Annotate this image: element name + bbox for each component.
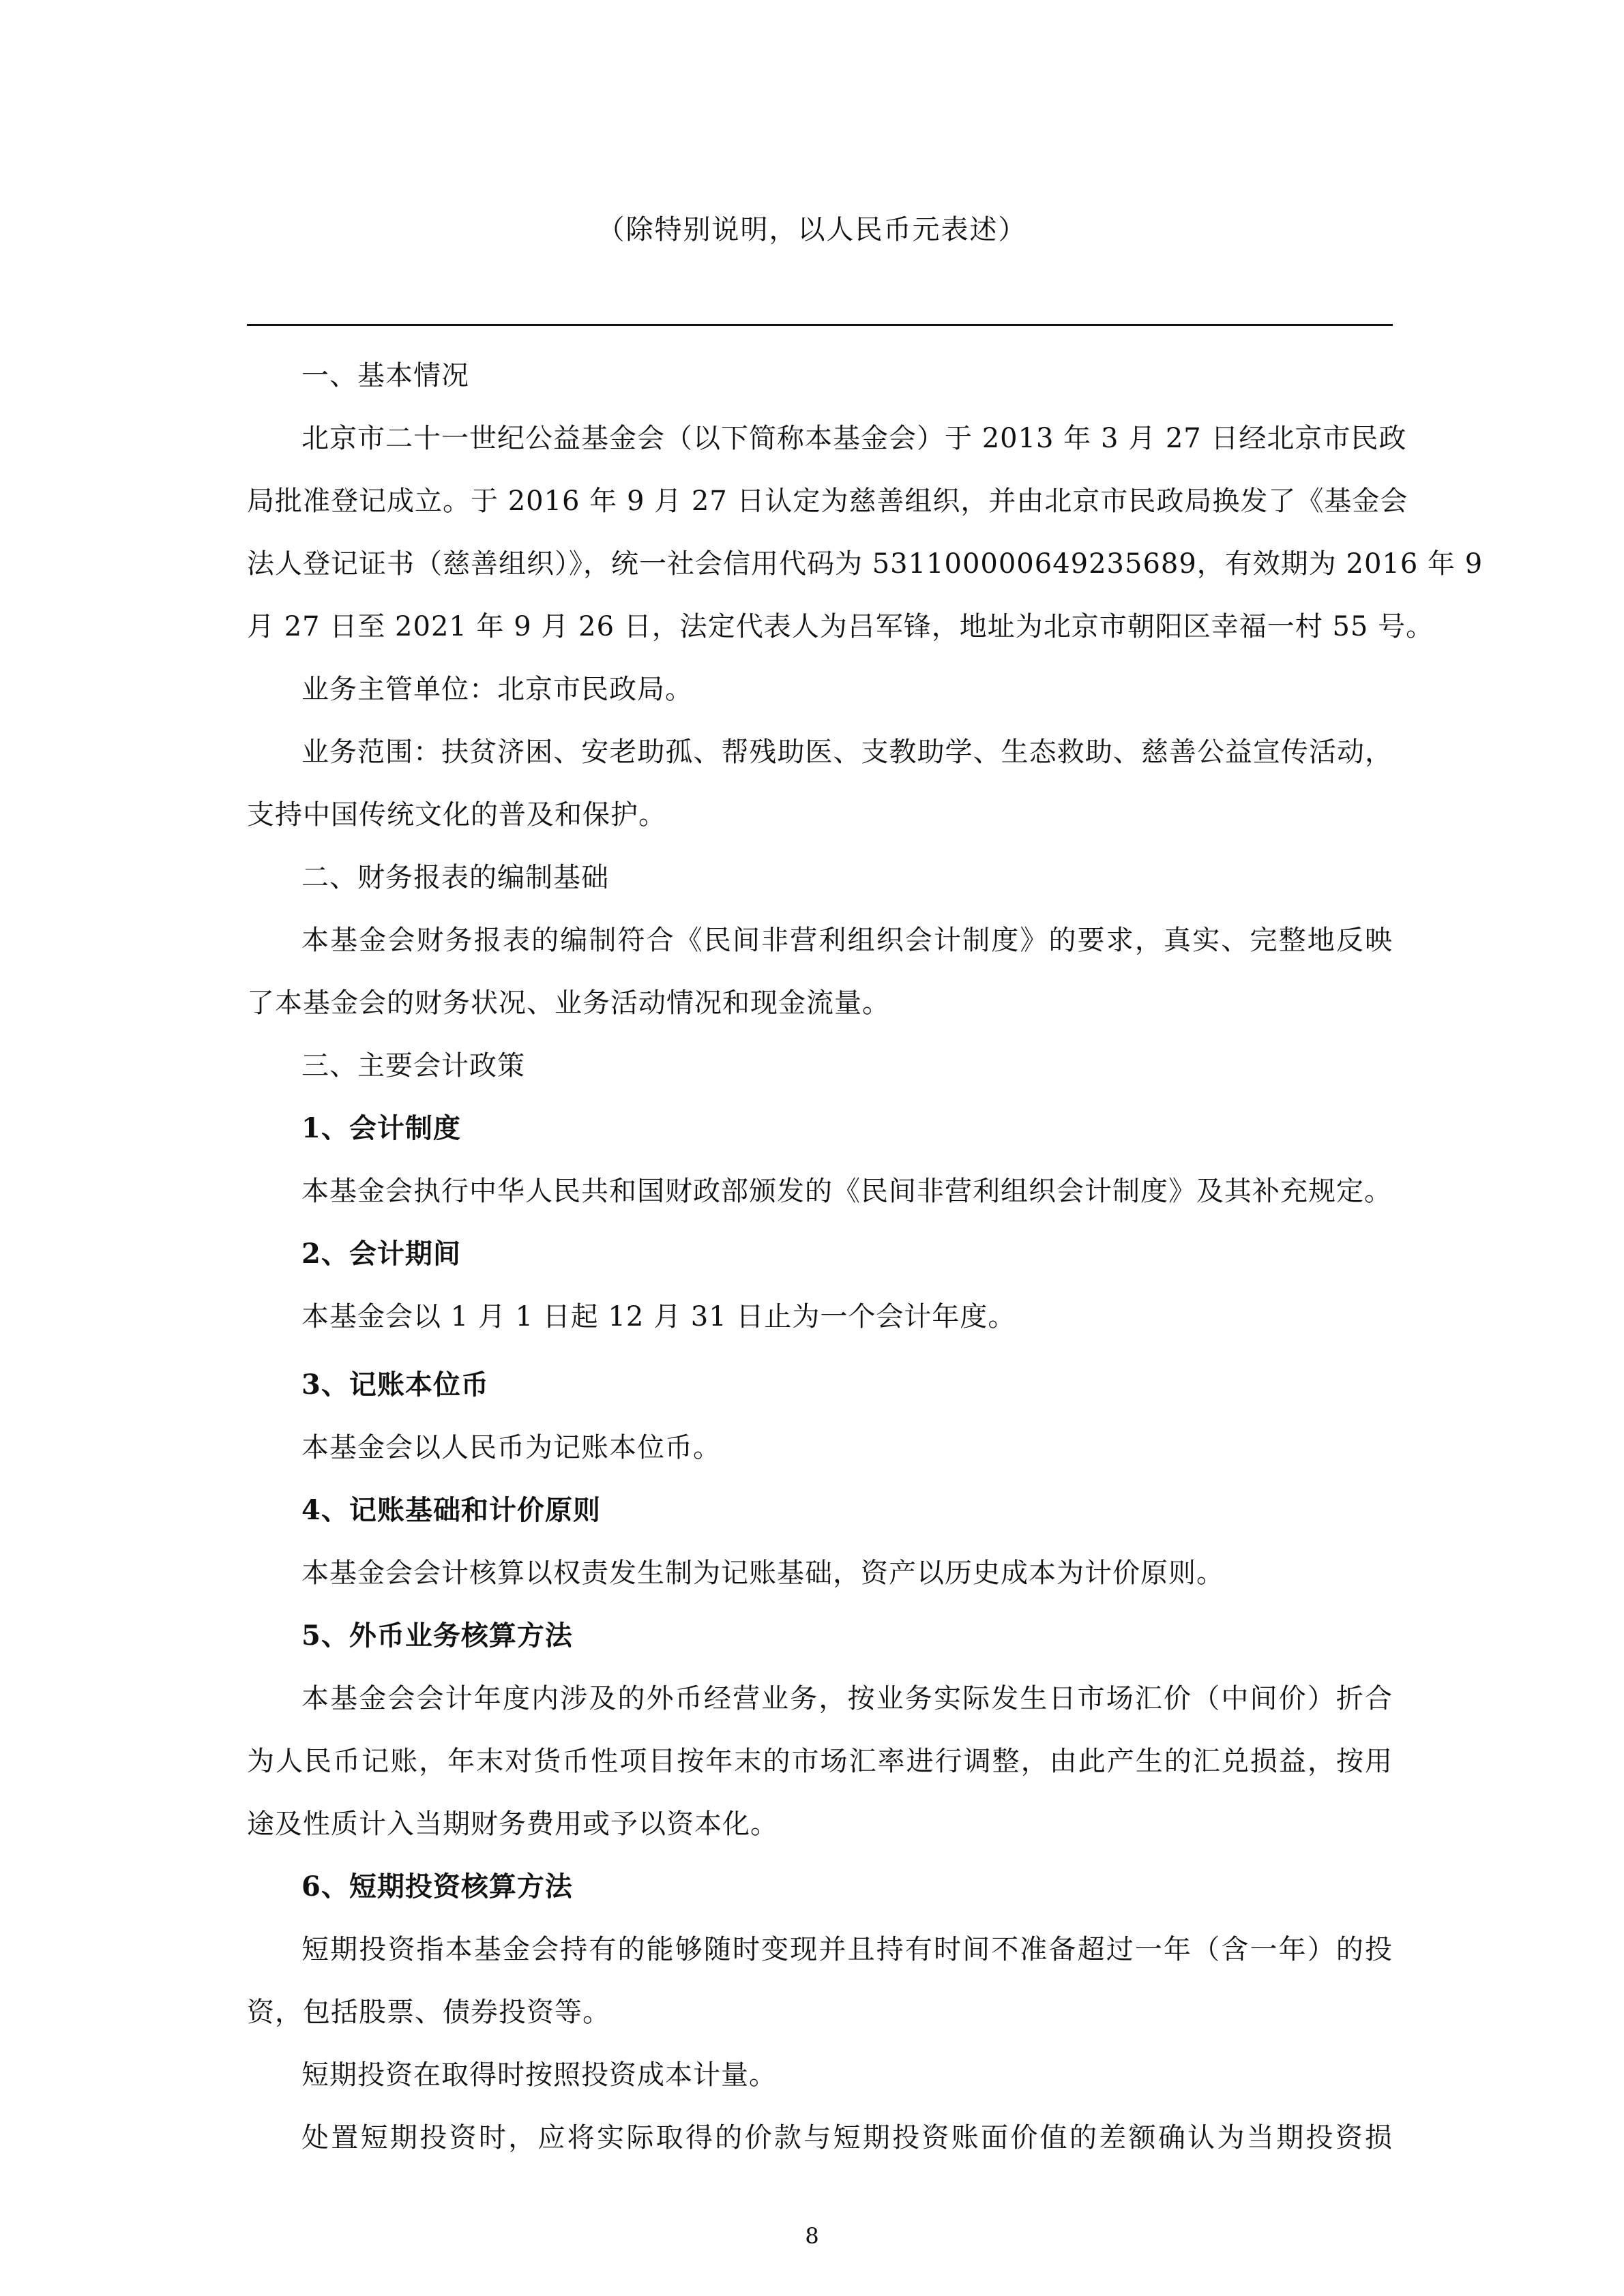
page-number: 8 xyxy=(805,2223,819,2249)
paragraph-line: 业务范围：扶贫济困、安老助孤、帮残助医、支教助学、生态救助、慈善公益宣传活动， xyxy=(301,736,1393,768)
section-heading-policies: 三、主要会计政策 xyxy=(301,1050,525,1082)
paragraph-line: 局批准登记成立。于 2016 年 9 月 27 日认定为慈善组织，并由北京市民政局换发了《基金会 xyxy=(247,486,1408,517)
subheading-short-term-investment: 6、短期投资核算方法 xyxy=(301,1870,573,1903)
header-divider xyxy=(247,324,1393,326)
document-body xyxy=(247,344,1483,2169)
subheading-basis-pricing: 4、记账基础和计价原则 xyxy=(301,1494,601,1526)
subheading-accounting-system: 1、会计制度 xyxy=(301,1112,461,1144)
paragraph-line: 支持中国传统文化的普及和保护。 xyxy=(247,799,666,831)
paragraph-line: 法人登记证书（慈善组织）》，统一社会信用代码为 53110000064923568​9，有效期为 2016 年 9 xyxy=(247,548,1483,580)
paragraph-line: 短期投资在取得时按照投资成本计量。 xyxy=(301,2059,777,2091)
paragraph-line: 途及性质计入当期财务费用或予以资本化。 xyxy=(247,1808,778,1840)
paragraph-line: 本基金会以人民币为记账本位币。 xyxy=(301,1432,721,1463)
paragraph-line: 本基金会执行中华人民共和国财政部颁发的《民间非营利组织会计制度》及其补充规定。 xyxy=(301,1176,1392,1207)
paragraph-line: 业务主管单位：北京市民政局。 xyxy=(301,674,693,705)
paragraph-line: 了本基金会的财务状况、业务活动情况和现金流量。 xyxy=(247,987,890,1019)
paragraph-line: 本基金会以 1 月 1 日起 12 月 31 日止为一个会计年度。 xyxy=(301,1301,1016,1332)
subheading-accounting-period: 2、会计期间 xyxy=(301,1238,461,1270)
paragraph-line: 月 27 日至 2021 年 9 月 26 日，法定代表人为吕军锋，地址为北京市朝阳区幸福一村 55 号。 xyxy=(247,611,1434,642)
paragraph-line: 短期投资指本基金会持有的能够随时变现并且持有时间不准备超过一年（含一年）的投 xyxy=(301,1934,1393,1965)
paragraph-line: 处置短期投资时，应将实际取得的价款与短期投资账面价值的差额确认为当期投资损 xyxy=(301,2122,1393,2153)
paragraph-line: 本基金会财务报表的编制符合《民间非营利组织会计制度》的要求，真实、完整地反映 xyxy=(301,925,1393,956)
paragraph-line: 北京市二十一世纪公益基金会（以下简称本基金会）于 2013 年 3 月 27 日经北京市民政 xyxy=(301,423,1407,454)
paragraph-line: 本基金会会计核算以权责发生制为记账基础，资产以历史成本为计价原则。 xyxy=(301,1557,1224,1589)
currency-note: （除特别说明，以人民币元表述） xyxy=(597,214,1027,245)
paragraph-line: 为人民币记账，年末对货币性项目按年末的市场汇率进行调整，由此产生的汇兑损益，按用 xyxy=(247,1746,1393,1777)
paragraph-line: 资，包括股票、债券投资等。 xyxy=(247,1997,610,2028)
section-heading-basis: 二、财务报表的编制基础 xyxy=(301,862,609,893)
paragraph-line: 本基金会会计年度内涉及的外币经营业务，按业务实际发生日市场汇价（中间价）折合 xyxy=(301,1683,1393,1714)
subheading-foreign-currency: 5、外币业务核算方法 xyxy=(301,1620,573,1652)
subheading-currency: 3、记账本位币 xyxy=(301,1369,489,1401)
section-heading-basic-info: 一、基本情况 xyxy=(301,360,469,391)
